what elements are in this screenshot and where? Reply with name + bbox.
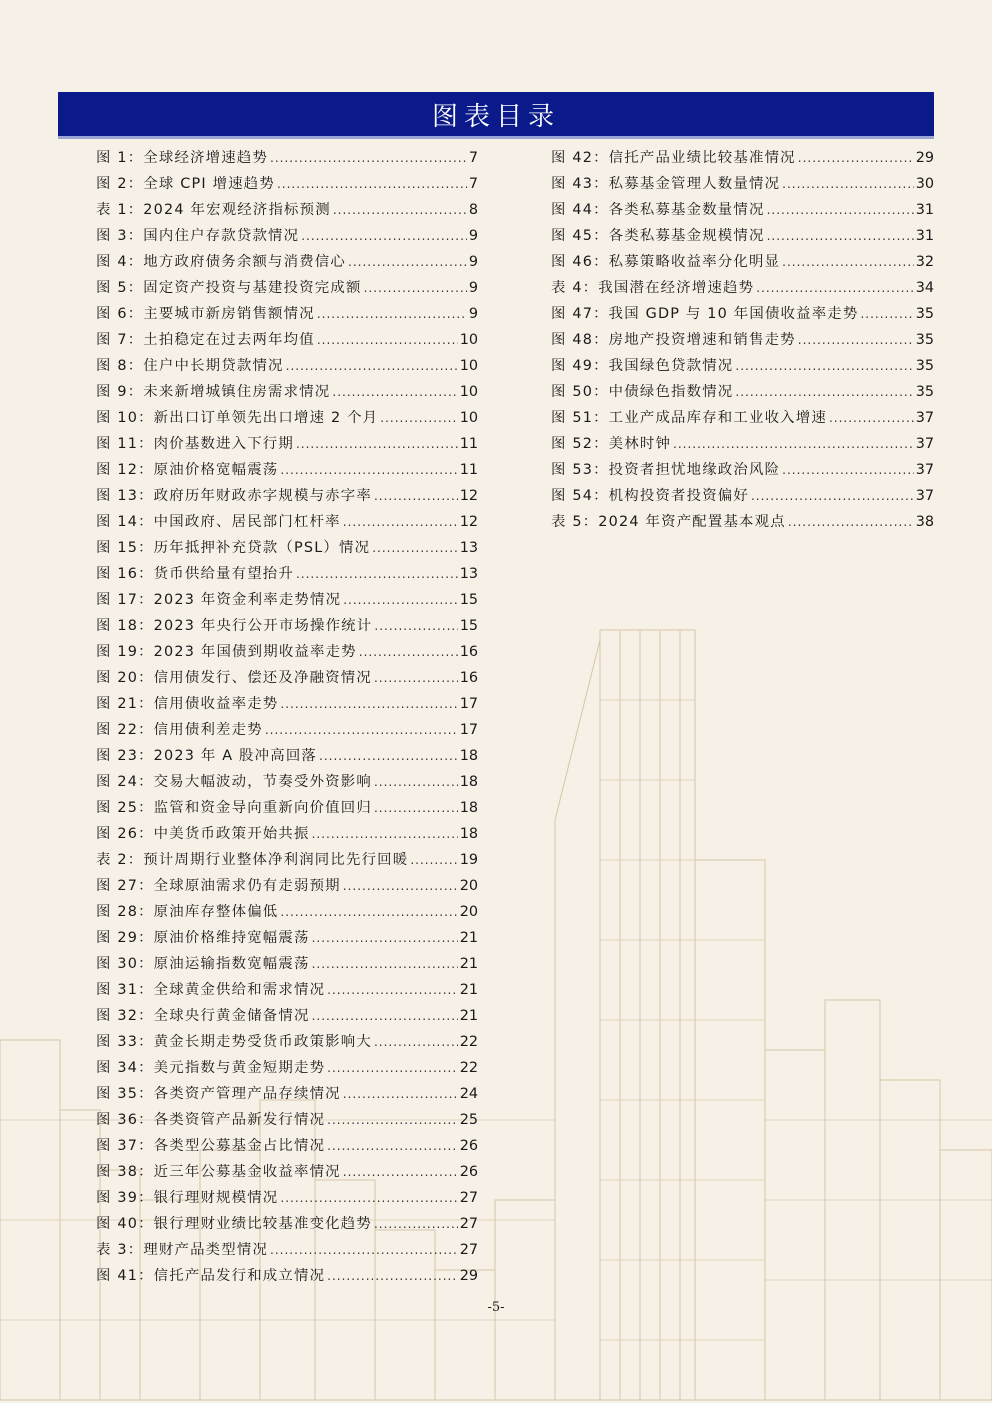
toc-entry-label: 图 39：银行理财规模情况 bbox=[96, 1190, 279, 1206]
toc-entry-page: 30 bbox=[915, 176, 934, 192]
toc-entry-page: 37 bbox=[915, 488, 934, 504]
toc-entry-page: 37 bbox=[915, 410, 934, 426]
toc-leader-dots bbox=[319, 743, 458, 769]
toc-entry[interactable] bbox=[96, 743, 478, 769]
toc-left-column bbox=[96, 145, 478, 1289]
toc-entry-label: 表 3：理财产品类型情况 bbox=[96, 1242, 269, 1258]
toc-leader-dots bbox=[410, 847, 457, 873]
toc-entry[interactable] bbox=[96, 925, 478, 951]
toc-leader-dots bbox=[333, 197, 467, 223]
toc-entry-label: 图 8：住户中长期贷款情况 bbox=[96, 358, 284, 374]
toc-entry[interactable] bbox=[96, 171, 478, 197]
toc-entry[interactable] bbox=[551, 275, 934, 301]
toc-leader-dots bbox=[374, 1029, 458, 1055]
toc-leader-dots bbox=[286, 353, 458, 379]
toc-entry-page: 10 bbox=[459, 332, 478, 348]
toc-entry-page: 18 bbox=[459, 800, 478, 816]
toc-leader-dots bbox=[735, 353, 913, 379]
toc-entry[interactable] bbox=[96, 223, 478, 249]
toc-leader-dots bbox=[296, 431, 458, 457]
toc-entry-label: 图 23：2023 年 A 股冲高回落 bbox=[96, 748, 318, 764]
toc-entry-page: 32 bbox=[915, 254, 934, 270]
toc-entry-label: 图 19：2023 年国债到期收益率走势 bbox=[96, 644, 357, 660]
toc-entry-page: 37 bbox=[915, 436, 934, 452]
toc-entry-label: 图 54：机构投资者投资偏好 bbox=[551, 488, 749, 504]
toc-entry-label: 图 30：原油运输指数宽幅震荡 bbox=[96, 956, 310, 972]
toc-entry-page: 13 bbox=[459, 540, 478, 556]
toc-entry[interactable] bbox=[96, 1081, 478, 1107]
toc-right-column bbox=[551, 145, 934, 535]
toc-entry-page: 35 bbox=[915, 306, 934, 322]
toc-entry[interactable] bbox=[96, 353, 478, 379]
toc-entry-label: 图 9：未来新增城镇住房需求情况 bbox=[96, 384, 331, 400]
toc-entry-page: 21 bbox=[459, 982, 478, 998]
toc-leader-dots bbox=[829, 405, 914, 431]
toc-entry-label: 图 4：地方政府债务余额与消费信心 bbox=[96, 254, 346, 270]
toc-entry-page: 7 bbox=[468, 150, 478, 166]
toc-entry-label: 图 51：工业产成品库存和工业收入增速 bbox=[551, 410, 827, 426]
toc-leader-dots bbox=[343, 1159, 458, 1185]
toc-leader-dots bbox=[343, 873, 458, 899]
toc-entry-label: 图 52：美林时钟 bbox=[551, 436, 672, 452]
toc-leader-dots bbox=[348, 249, 467, 275]
toc-leader-dots bbox=[270, 145, 467, 171]
toc-entry[interactable] bbox=[96, 249, 478, 275]
toc-leader-dots bbox=[280, 457, 457, 483]
toc-entry-page: 27 bbox=[459, 1190, 478, 1206]
toc-entry-page: 9 bbox=[468, 254, 478, 270]
toc-leader-dots bbox=[782, 171, 914, 197]
toc-entry-label: 图 38：近三年公募基金收益率情况 bbox=[96, 1164, 341, 1180]
toc-entry-label: 图 48：房地产投资增速和销售走势 bbox=[551, 332, 796, 348]
toc-entry[interactable] bbox=[96, 1029, 478, 1055]
toc-entry-label: 表 2：预计周期行业整体净利润同比先行回暖 bbox=[96, 852, 409, 868]
toc-entry[interactable] bbox=[96, 561, 478, 587]
toc-entry-label: 图 36：各类资管产品新发行情况 bbox=[96, 1112, 326, 1128]
toc-entry-label: 图 21：信用债收益率走势 bbox=[96, 696, 279, 712]
toc-entry-page: 37 bbox=[915, 462, 934, 478]
toc-entry[interactable] bbox=[551, 457, 934, 483]
page-title: 图表目录 bbox=[431, 101, 560, 132]
toc-entry[interactable] bbox=[96, 1211, 478, 1237]
toc-entry[interactable] bbox=[96, 769, 478, 795]
toc-leader-dots bbox=[280, 691, 457, 717]
toc-entry[interactable] bbox=[96, 613, 478, 639]
toc-entry-label: 图 50：中债绿色指数情况 bbox=[551, 384, 734, 400]
toc-leader-dots bbox=[374, 613, 457, 639]
toc-entry-page: 17 bbox=[459, 722, 478, 738]
toc-entry-label: 图 10：新出口订单领先出口增速 2 个月 bbox=[96, 410, 379, 426]
toc-entry-page: 29 bbox=[915, 150, 934, 166]
toc-entry-page: 19 bbox=[459, 852, 478, 868]
toc-entry-page: 7 bbox=[468, 176, 478, 192]
toc-entry[interactable] bbox=[96, 1159, 478, 1185]
toc-entry-label: 图 33：黄金长期走势受货币政策影响大 bbox=[96, 1034, 372, 1050]
toc-entry[interactable] bbox=[96, 977, 478, 1003]
toc-entry-label: 图 12：原油价格宽幅震荡 bbox=[96, 462, 279, 478]
toc-entry[interactable] bbox=[96, 691, 478, 717]
toc-entry-page: 12 bbox=[459, 488, 478, 504]
toc-entry-label: 图 45：各类私募基金规模情况 bbox=[551, 228, 765, 244]
toc-entry-page: 16 bbox=[459, 670, 478, 686]
toc-entry-label: 图 13：政府历年财政赤字规模与赤字率 bbox=[96, 488, 372, 504]
toc-leader-dots bbox=[374, 769, 458, 795]
toc-entry[interactable] bbox=[551, 301, 934, 327]
toc-entry-page: 31 bbox=[915, 228, 934, 244]
toc-leader-dots bbox=[280, 1185, 457, 1211]
toc-entry-label: 图 18：2023 年央行公开市场操作统计 bbox=[96, 618, 373, 634]
toc-leader-dots bbox=[751, 483, 914, 509]
toc-entry-label: 图 14：中国政府、居民部门杠杆率 bbox=[96, 514, 341, 530]
toc-entry-label: 图 27：全球原油需求仍有走弱预期 bbox=[96, 878, 341, 894]
toc-leader-dots bbox=[265, 717, 458, 743]
toc-entry-page: 22 bbox=[459, 1034, 478, 1050]
toc-entry-page: 31 bbox=[915, 202, 934, 218]
toc-leader-dots bbox=[767, 197, 914, 223]
toc-leader-dots bbox=[312, 1003, 458, 1029]
toc-entry-page: 16 bbox=[459, 644, 478, 660]
toc-entry-page: 10 bbox=[459, 358, 478, 374]
toc-entry[interactable] bbox=[96, 821, 478, 847]
toc-leader-dots bbox=[767, 223, 914, 249]
toc-entry-label: 图 40：银行理财业绩比较基准变化趋势 bbox=[96, 1216, 372, 1232]
toc-entry-label: 图 34：美元指数与黄金短期走势 bbox=[96, 1060, 326, 1076]
toc-entry-page: 26 bbox=[459, 1164, 478, 1180]
toc-leader-dots bbox=[374, 483, 458, 509]
toc-leader-dots bbox=[312, 951, 458, 977]
toc-leader-dots bbox=[301, 223, 467, 249]
toc-entry-page: 22 bbox=[459, 1060, 478, 1076]
toc-entry[interactable] bbox=[96, 509, 478, 535]
toc-entry[interactable] bbox=[96, 1133, 478, 1159]
toc-entry-page: 9 bbox=[468, 228, 478, 244]
toc-entry-page: 11 bbox=[459, 436, 478, 452]
toc-entry[interactable] bbox=[551, 171, 934, 197]
toc-leader-dots bbox=[798, 327, 914, 353]
toc-leader-dots bbox=[374, 795, 458, 821]
toc-entry[interactable] bbox=[96, 457, 478, 483]
toc-leader-dots bbox=[364, 275, 467, 301]
toc-entry-label: 图 47：我国 GDP 与 10 年国债收益率走势 bbox=[551, 306, 859, 322]
toc-entry[interactable] bbox=[551, 145, 934, 171]
toc-title-bar bbox=[58, 92, 934, 139]
toc-entry[interactable] bbox=[96, 301, 478, 327]
toc-entry-label: 图 15：历年抵押补充贷款（PSL）情况 bbox=[96, 540, 371, 556]
toc-leader-dots bbox=[327, 977, 458, 1003]
toc-entry-page: 35 bbox=[915, 358, 934, 374]
toc-entry-page: 26 bbox=[459, 1138, 478, 1154]
toc-leader-dots bbox=[296, 561, 458, 587]
toc-entry[interactable] bbox=[96, 1237, 478, 1263]
toc-entry[interactable] bbox=[96, 379, 478, 405]
toc-entry-page: 9 bbox=[468, 280, 478, 296]
toc-leader-dots bbox=[270, 1237, 458, 1263]
toc-entry[interactable] bbox=[96, 1185, 478, 1211]
toc-entry-page: 10 bbox=[459, 410, 478, 426]
toc-leader-dots bbox=[782, 457, 914, 483]
toc-entry-page: 18 bbox=[459, 826, 478, 842]
toc-entry-label: 图 3：国内住户存款贷款情况 bbox=[96, 228, 300, 244]
toc-entry-label: 图 2：全球 CPI 增速趋势 bbox=[96, 176, 275, 192]
toc-entry[interactable] bbox=[96, 1263, 478, 1289]
toc-leader-dots bbox=[317, 327, 458, 353]
toc-entry-page: 35 bbox=[915, 384, 934, 400]
toc-entry[interactable] bbox=[96, 275, 478, 301]
toc-leader-dots bbox=[343, 587, 458, 613]
toc-entry-label: 图 11：肉价基数进入下行期 bbox=[96, 436, 294, 452]
toc-entry-label: 图 25：监管和资金导向重新向价值回归 bbox=[96, 800, 372, 816]
toc-entry-label: 图 42：信托产品业绩比较基准情况 bbox=[551, 150, 796, 166]
toc-entry-page: 17 bbox=[459, 696, 478, 712]
toc-entry-page: 29 bbox=[459, 1268, 478, 1284]
toc-leader-dots bbox=[277, 171, 467, 197]
toc-entry-page: 15 bbox=[459, 618, 478, 634]
toc-entry-page: 21 bbox=[459, 1008, 478, 1024]
toc-entry[interactable] bbox=[96, 197, 478, 223]
toc-entry-label: 图 16：货币供给量有望抬升 bbox=[96, 566, 294, 582]
toc-leader-dots bbox=[788, 509, 914, 535]
toc-entry[interactable] bbox=[96, 717, 478, 743]
toc-entry[interactable] bbox=[551, 509, 934, 535]
toc-entry-page: 8 bbox=[468, 202, 478, 218]
toc-entry[interactable] bbox=[551, 431, 934, 457]
toc-entry[interactable] bbox=[96, 535, 478, 561]
toc-entry-page: 38 bbox=[915, 514, 934, 530]
toc-leader-dots bbox=[280, 899, 457, 925]
toc-leader-dots bbox=[380, 405, 457, 431]
toc-entry[interactable] bbox=[551, 223, 934, 249]
toc-entry-label: 图 41：信托产品发行和成立情况 bbox=[96, 1268, 326, 1284]
toc-entry-label: 图 29：原油价格维持宽幅震荡 bbox=[96, 930, 310, 946]
toc-entry-label: 图 20：信用债发行、偿还及净融资情况 bbox=[96, 670, 372, 686]
toc-entry-label: 图 35：各类资产管理产品存续情况 bbox=[96, 1086, 341, 1102]
toc-entry[interactable] bbox=[96, 639, 478, 665]
toc-entry[interactable] bbox=[96, 1107, 478, 1133]
toc-entry[interactable] bbox=[96, 483, 478, 509]
toc-leader-dots bbox=[756, 275, 913, 301]
toc-leader-dots bbox=[735, 379, 913, 405]
toc-leader-dots bbox=[332, 379, 457, 405]
toc-entry-page: 21 bbox=[459, 956, 478, 972]
toc-entry-page: 15 bbox=[459, 592, 478, 608]
toc-leader-dots bbox=[374, 1211, 458, 1237]
toc-entry-label: 图 37：各类型公募基金占比情况 bbox=[96, 1138, 326, 1154]
toc-entry[interactable] bbox=[96, 795, 478, 821]
toc-entry-label: 表 1：2024 年宏观经济指标预测 bbox=[96, 202, 331, 218]
toc-entry-label: 图 6：主要城市新房销售额情况 bbox=[96, 306, 315, 322]
toc-entry[interactable] bbox=[96, 847, 478, 873]
toc-entry-label: 图 7：土拍稳定在过去两年均值 bbox=[96, 332, 315, 348]
toc-leader-dots bbox=[343, 509, 458, 535]
toc-leader-dots bbox=[359, 639, 458, 665]
toc-entry-page: 18 bbox=[459, 748, 478, 764]
toc-entry-page: 18 bbox=[459, 774, 478, 790]
toc-entry-page: 20 bbox=[459, 878, 478, 894]
toc-entry[interactable] bbox=[96, 327, 478, 353]
toc-entry[interactable] bbox=[96, 405, 478, 431]
toc-entry-label: 图 46：私募策略收益率分化明显 bbox=[551, 254, 781, 270]
page-number: -5- bbox=[487, 1300, 505, 1315]
toc-entry[interactable] bbox=[96, 587, 478, 613]
toc-entry-page: 21 bbox=[459, 930, 478, 946]
toc-entry[interactable] bbox=[551, 353, 934, 379]
toc-leader-dots bbox=[374, 665, 458, 691]
toc-entry[interactable] bbox=[96, 431, 478, 457]
toc-entry[interactable] bbox=[551, 483, 934, 509]
toc-entry-label: 图 28：原油库存整体偏低 bbox=[96, 904, 279, 920]
toc-entry-label: 图 53：投资者担忧地缘政治风险 bbox=[551, 462, 781, 478]
toc-entry-label: 图 49：我国绿色贷款情况 bbox=[551, 358, 734, 374]
toc-entry[interactable] bbox=[96, 1055, 478, 1081]
toc-entry-page: 24 bbox=[459, 1086, 478, 1102]
toc-leader-dots bbox=[798, 145, 914, 171]
toc-entry-label: 图 17：2023 年资金利率走势情况 bbox=[96, 592, 342, 608]
toc-entry-page: 20 bbox=[459, 904, 478, 920]
toc-leader-dots bbox=[327, 1107, 458, 1133]
toc-leader-dots bbox=[317, 301, 467, 327]
toc-entry-page: 9 bbox=[468, 306, 478, 322]
toc-entry[interactable] bbox=[96, 951, 478, 977]
toc-entry-label: 图 32：全球央行黄金储备情况 bbox=[96, 1008, 310, 1024]
toc-entry[interactable] bbox=[551, 249, 934, 275]
toc-leader-dots bbox=[673, 431, 914, 457]
toc-entry-page: 25 bbox=[459, 1112, 478, 1128]
toc-entry-page: 27 bbox=[459, 1242, 478, 1258]
toc-entry[interactable] bbox=[96, 1003, 478, 1029]
toc-entry-label: 图 44：各类私募基金数量情况 bbox=[551, 202, 765, 218]
toc-leader-dots bbox=[343, 1081, 458, 1107]
toc-leader-dots bbox=[782, 249, 914, 275]
toc-entry[interactable] bbox=[96, 873, 478, 899]
toc-entry-label: 表 5：2024 年资产配置基本观点 bbox=[551, 514, 786, 530]
toc-entry-label: 图 22：信用债利差走势 bbox=[96, 722, 263, 738]
toc-entry-label: 图 31：全球黄金供给和需求情况 bbox=[96, 982, 326, 998]
toc-entry-label: 图 1：全球经济增速趋势 bbox=[96, 150, 269, 166]
toc-entry[interactable] bbox=[551, 197, 934, 223]
toc-entry[interactable] bbox=[96, 145, 478, 171]
toc-leader-dots bbox=[312, 821, 458, 847]
toc-entry-label: 图 5：固定资产投资与基建投资完成额 bbox=[96, 280, 362, 296]
toc-entry[interactable] bbox=[96, 665, 478, 691]
toc-entry-label: 图 24：交易大幅波动，节奏受外资影响 bbox=[96, 774, 372, 790]
toc-entry-page: 34 bbox=[915, 280, 934, 296]
toc-leader-dots bbox=[327, 1055, 458, 1081]
toc-entry-page: 35 bbox=[915, 332, 934, 348]
toc-leader-dots bbox=[327, 1133, 458, 1159]
toc-entry[interactable] bbox=[96, 899, 478, 925]
toc-entry-page: 13 bbox=[459, 566, 478, 582]
toc-entry[interactable] bbox=[551, 405, 934, 431]
toc-entry-page: 10 bbox=[459, 384, 478, 400]
toc-leader-dots bbox=[860, 301, 913, 327]
toc-entry-page: 11 bbox=[459, 462, 478, 478]
toc-leader-dots bbox=[372, 535, 458, 561]
toc-entry[interactable] bbox=[551, 379, 934, 405]
toc-leader-dots bbox=[327, 1263, 458, 1289]
toc-entry-label: 表 4：我国潜在经济增速趋势 bbox=[551, 280, 755, 296]
toc-entry-label: 图 26：中美货币政策开始共振 bbox=[96, 826, 310, 842]
toc-entry-page: 12 bbox=[459, 514, 478, 530]
toc-entry-label: 图 43：私募基金管理人数量情况 bbox=[551, 176, 781, 192]
toc-entry[interactable] bbox=[551, 327, 934, 353]
toc-entry-page: 27 bbox=[459, 1216, 478, 1232]
toc-leader-dots bbox=[312, 925, 458, 951]
